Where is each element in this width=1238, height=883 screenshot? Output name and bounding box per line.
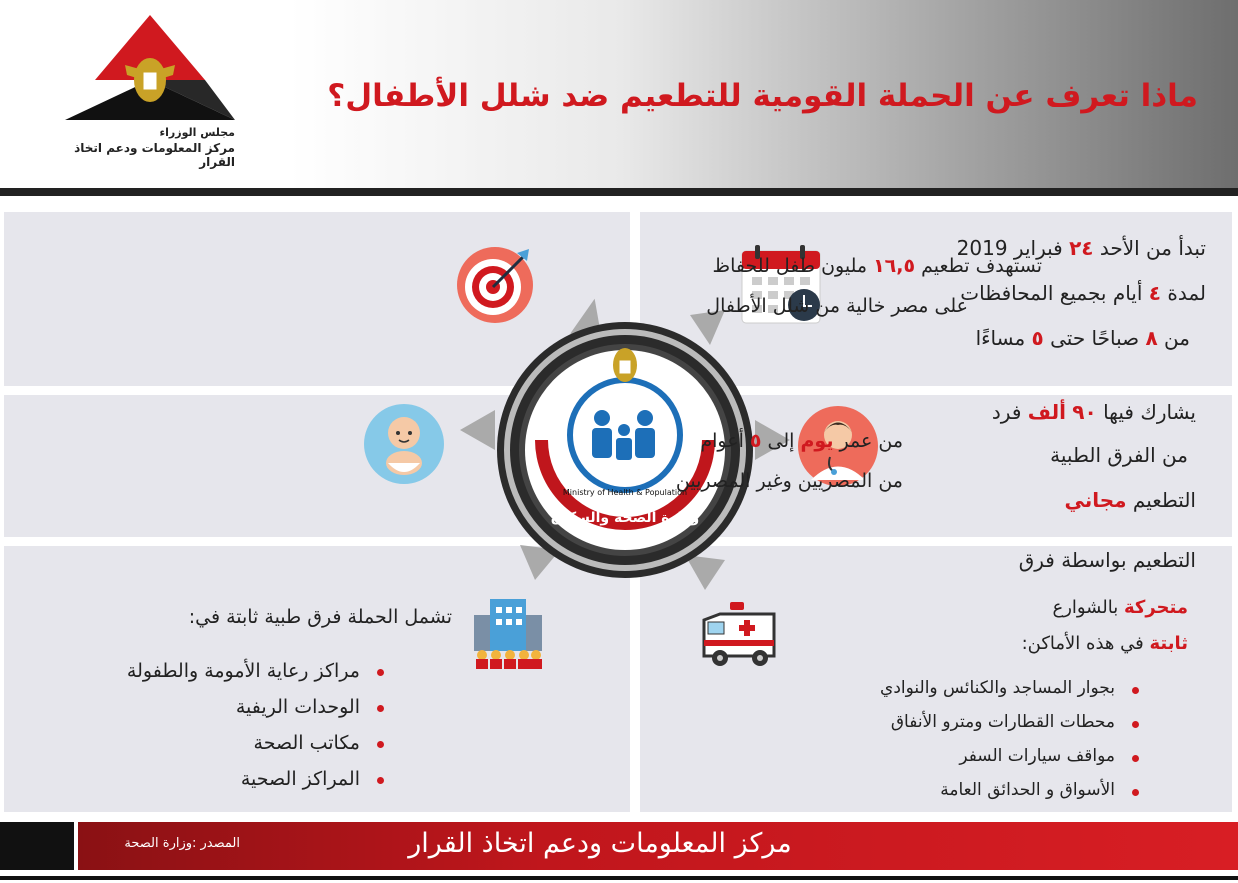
footer-source: المصدر :وزارة الصحة (124, 836, 240, 851)
list-item: بجوار المساجد والكنائس والنوادي (880, 678, 1143, 698)
footer-title: مركز المعلومات ودعم اتخاذ القرار (408, 828, 792, 859)
hospital-building-icon (470, 595, 546, 669)
list-item: الأسواق و الحدائق العامة (880, 780, 1143, 800)
mobile-teams-list (880, 678, 1143, 814)
dates-line2: لمدة ٤ أيام بجميع المحافظات (960, 281, 1206, 305)
page-title: ماذا تعرف عن الحملة القومية للتطعيم ضد شلل الأطفال؟ (327, 78, 1198, 114)
mobile-teams-line3: ثابتة في هذه الأماكن: (1021, 633, 1188, 654)
list-item: الوحدات الريفية (127, 696, 388, 718)
list-item: مواقف سيارات السفر (880, 746, 1143, 766)
dates-line1: تبدأ من الأحد ٢٤ فبراير 2019 (956, 236, 1206, 260)
participants-line1: يشارك فيها ٩٠ ألف فرد (991, 400, 1196, 424)
age-line1: من عمر يوم إلى ٥ أعوام (700, 430, 903, 452)
ambulance-icon (700, 600, 780, 672)
mobile-teams-line2: متحركة بالشوارع (1052, 597, 1188, 618)
participants-line2: من الفرق الطبية (1050, 443, 1188, 467)
list-item: مكاتب الصحة (127, 732, 388, 754)
target-line2: على مصر خالية من شلل الأطفال (706, 295, 968, 317)
dates-line3: من ٨ صباحًا حتى ٥ مساءًا (975, 326, 1190, 350)
target-icon (455, 245, 535, 325)
header-divider (0, 188, 1238, 196)
baby-icon (363, 403, 445, 485)
age-line2: من المصريين وغير المصريين (675, 470, 903, 492)
cabinet-logo (55, 10, 245, 130)
fixed-teams-heading: تشمل الحملة فرق طبية ثابتة في: (188, 606, 452, 628)
list-item: مراكز رعاية الأمومة والطفولة (127, 660, 388, 682)
list-item: المراكز الصحية (127, 768, 388, 790)
fixed-teams-list (127, 660, 388, 804)
footer-line (0, 876, 1238, 880)
logo-line1: مجلس الوزراء (159, 126, 235, 139)
emblem-text-en: Ministry of Health & Population (562, 488, 688, 497)
logo-line2: مركز المعلومات ودعم اتخاذ القرار (74, 141, 235, 169)
target-line1: تستهدف تطعيم ١٦,٥ مليون طفل للحفاظ (712, 255, 1042, 277)
mobile-teams-heading: التطعيم بواسطة فرق (1018, 548, 1196, 572)
list-item: محطات القطارات ومترو الأنفاق (880, 712, 1143, 732)
emblem-text-ar: وزارة الصحة والسكان (550, 510, 700, 526)
footer-black-block (0, 822, 74, 870)
participants-line3: التطعيم مجاني (1064, 488, 1196, 512)
